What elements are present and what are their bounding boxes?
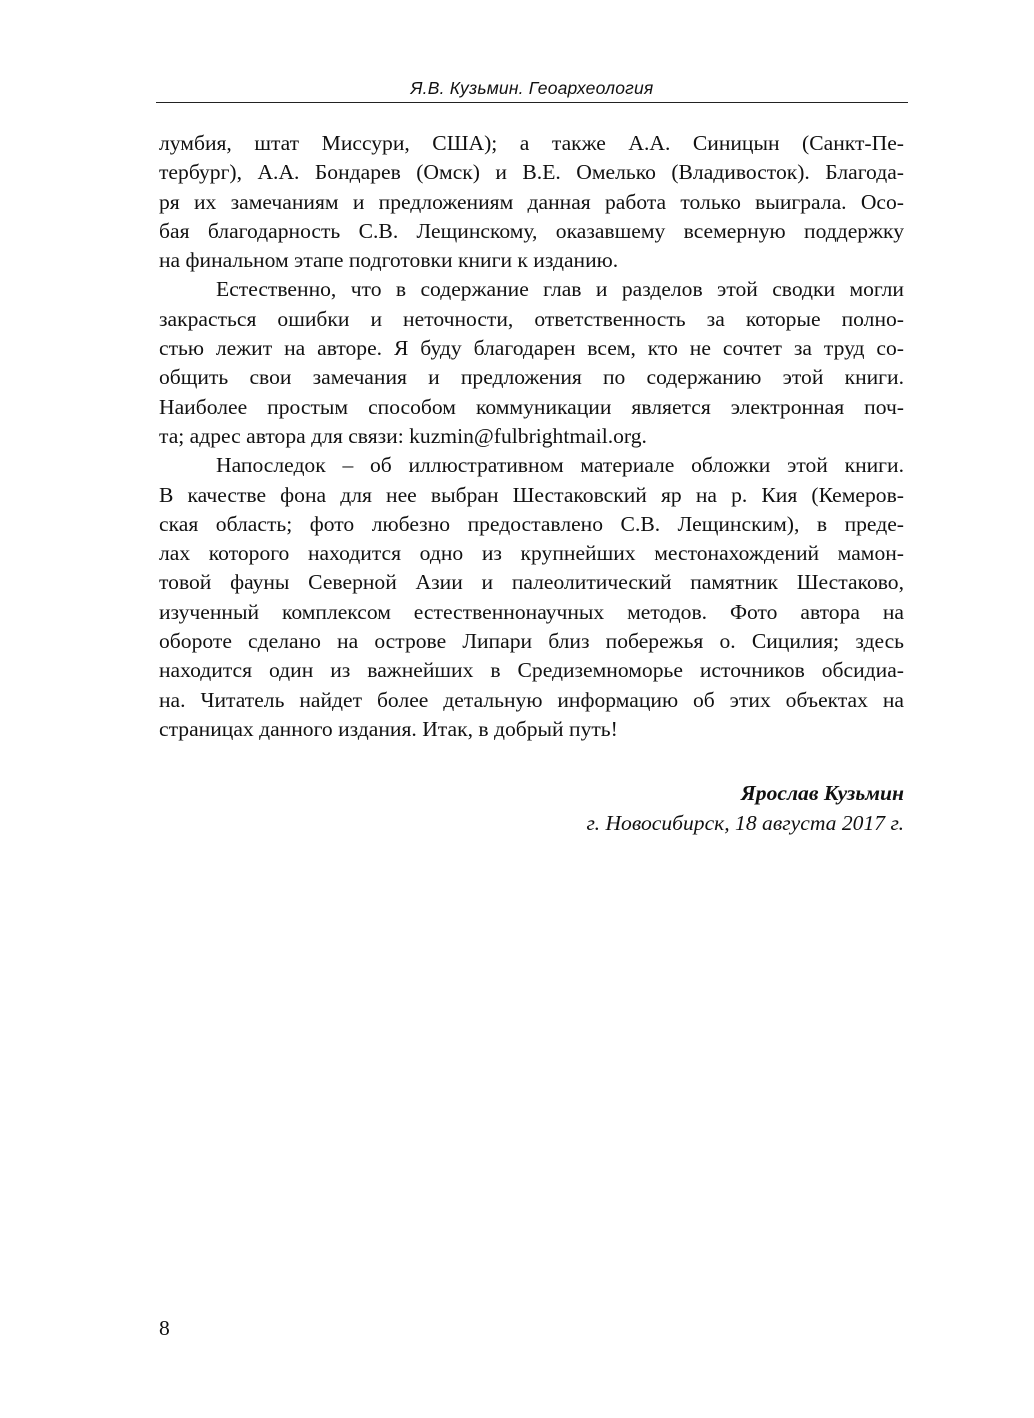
place-date: г. Новосибирск, 18 августа 2017 г. bbox=[586, 811, 904, 835]
text-line: ря их замечаниям и предложениям данная работа только выиграла. Осо- bbox=[159, 189, 904, 214]
paragraph bbox=[159, 129, 904, 275]
text-line: Наиболее простым способом коммуникации является электронная поч- bbox=[159, 394, 904, 419]
text-line: В качестве фона для нее выбран Шестаковский яр на р. Кия (Кемеров- bbox=[159, 482, 904, 507]
text-line: тербург), А.А. Бондарев (Омск) и В.Е. Омелько (Владивосток). Благода- bbox=[159, 160, 904, 185]
running-header bbox=[156, 76, 908, 103]
text-line: Напоследок – об иллюстративном материале обложки этой книги. bbox=[216, 453, 904, 478]
text-line: изученный комплексом естественнонаучных методов. Фото автора на bbox=[159, 599, 904, 624]
text-line: закрасться ошибки и неточности, ответственность за которые полно- bbox=[159, 306, 904, 331]
text-line: на финальном этапе подготовки книги к изданию. bbox=[159, 248, 619, 273]
paragraph bbox=[159, 451, 904, 744]
text-line: лах которого находится одно из крупнейших местонахождений мамон- bbox=[159, 541, 904, 566]
text-line: стью лежит на авторе. Я буду благодарен всем, кто не сочтет за труд со- bbox=[159, 336, 904, 361]
text-line: лумбия, штат Миссури, США); а также А.А. Синицын (Санкт-Пе- bbox=[159, 131, 904, 155]
text-line: на. Читатель найдет более детальную информацию об этих объектах на bbox=[159, 687, 904, 712]
running-title: Я.В. Кузьмин. Геоархеология bbox=[410, 78, 654, 98]
text-line: ская область; фото любезно предоставлено С.В. Лещинским), в преде- bbox=[159, 511, 904, 536]
text-line: обороте сделано на острове Липари близ побережья о. Сицилия; здесь bbox=[159, 629, 904, 654]
text-line: Естественно, что в содержание глав и разделов этой сводки могли bbox=[216, 277, 904, 302]
text-line: товой фауны Северной Азии и палеолитический памятник Шестаково, bbox=[159, 570, 904, 595]
text-line: та; адрес автора для связи: kuzmin@fulbrightmail.org. bbox=[159, 423, 647, 448]
text-line: бая благодарность С.В. Лещинскому, оказавшему всемерную поддержку bbox=[159, 218, 904, 243]
page-number: 8 bbox=[159, 1316, 170, 1340]
author-name: Ярослав Кузьмин bbox=[740, 781, 904, 805]
signature-block bbox=[587, 778, 904, 838]
text-line: страницах данного издания. Итак, в добрый путь! bbox=[159, 716, 618, 741]
main-text bbox=[159, 129, 904, 744]
paragraph bbox=[159, 275, 904, 451]
text-line: находится один из важнейших в Средиземноморье источников обсидиа- bbox=[159, 658, 904, 683]
text-line: общить свои замечания и предложения по содержанию этой книги. bbox=[159, 365, 904, 390]
